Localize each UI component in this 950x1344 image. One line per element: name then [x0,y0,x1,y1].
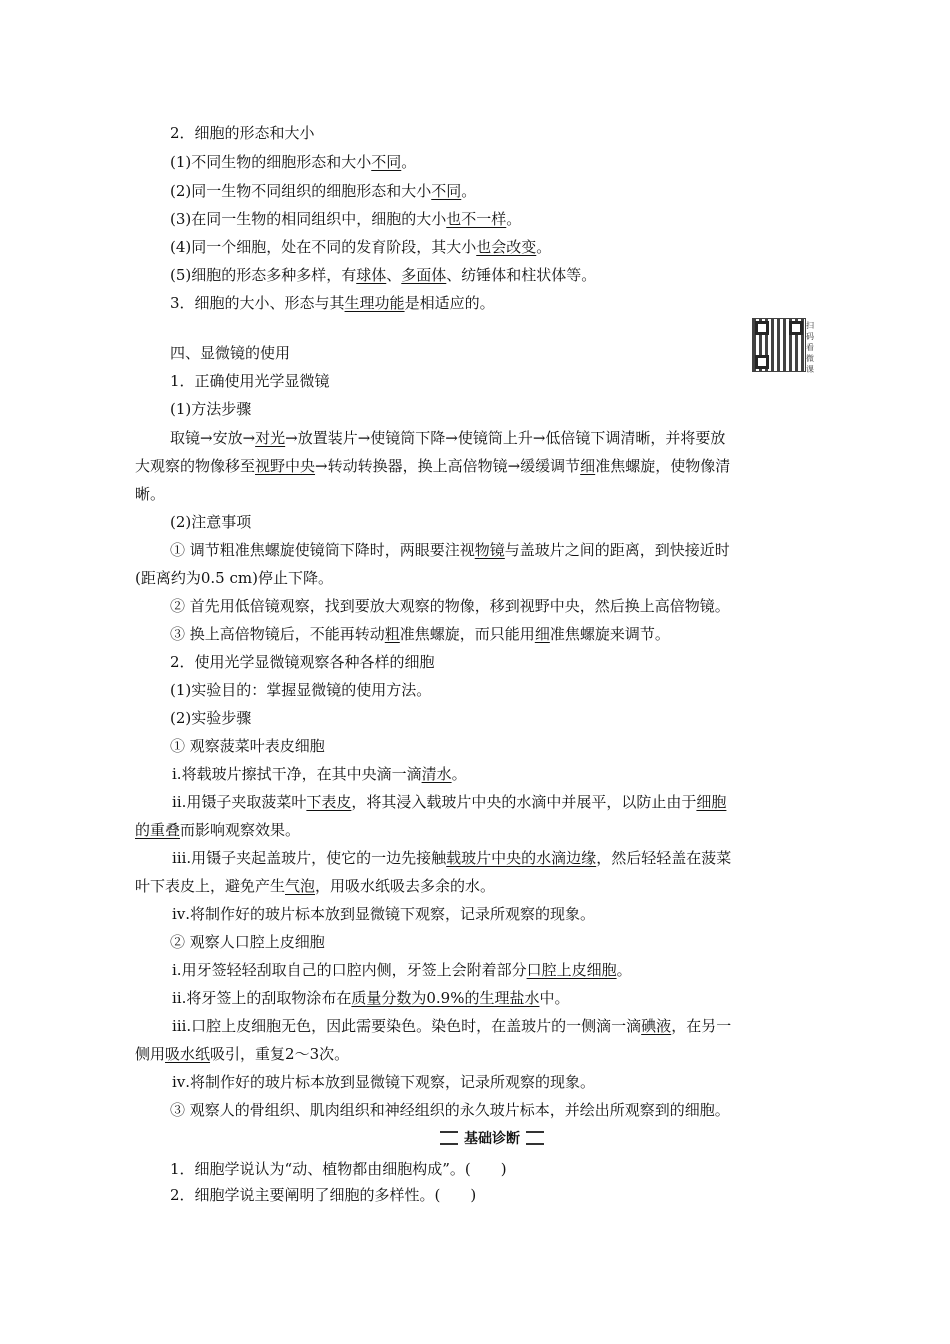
exp-2-step-iii-line-1: ⅲ.口腔上皮细胞无色，因此需要染色。染色时，在盖玻片的一侧滴一滴碘液，在另一 [172,1017,732,1035]
exp-1-step-iii-line-2: 叶下表皮上，避免产生气泡，用吸水纸吸去多余的水。 [135,877,496,895]
exp-1-step-i: ⅰ.将载玻片擦拭干净，在其中央滴一滴清水。 [172,765,467,783]
s2-item-1: (1)不同生物的细胞形态和大小不同。 [170,153,417,171]
s2-title: 2．细胞的形态和大小 [170,124,315,142]
exp-1-title: ① 观察菠菜叶表皮细胞 [170,737,325,755]
steps-line-3: 晰。 [135,485,166,503]
exp-2-step-ii: ⅱ.将牙签上的刮取物涂布在质量分数为0.9%的生理盐水中。 [172,989,570,1007]
section-4-1-2: (2)注意事项 [170,513,252,531]
note-1-line-1: ① 调节粗准焦螺旋使镜筒下降时，两眼要注视物镜与盖玻片之间的距离，到快接近时 [170,541,730,559]
exp-1-step-iii-line-1: ⅲ.用镊子夹起盖玻片，使它的一边先接触载玻片中央的水滴边缘，然后轻轻盖在菠菜 [172,849,732,867]
question-2: 2．细胞学说主要阐明了细胞的多样性。( ) [170,1186,477,1204]
note-1-line-2: (距离约为0.5 cm)停止下降。 [135,569,333,587]
s2-item-3: (3)在同一生物的相同组织中，细胞的大小也不一样。 [170,210,522,228]
s2-item-5: (5)细胞的形态多种多样，有球体、多面体、纺锤体和柱状体等。 [170,266,597,284]
question-1: 1．细胞学说认为“动、植物都由细胞构成”。( ) [170,1160,507,1178]
s3-line: 3．细胞的大小、形态与其生理功能是相适应的。 [170,294,495,312]
exp-2-step-iv: ⅳ.将制作好的玻片标本放到显微镜下观察，记录所观察的现象。 [172,1073,596,1091]
section-4-1: 1．正确使用光学显微镜 [170,372,330,390]
exp-3-title: ③ 观察人的骨组织、肌肉组织和神经组织的永久玻片标本，并绘出所观察到的细胞。 [170,1101,730,1119]
s2-item-4: (4)同一个细胞，处在不同的发育阶段，其大小也会改变。 [170,238,552,256]
steps-line-2: 大观察的物像移至视野中央→转动转换器，换上高倍物镜→缓缓调节细准焦螺旋，使物像清 [135,457,731,475]
note-2: ② 首先用低倍镜观察，找到要放大观察的物像，移到视野中央，然后换上高倍物镜。 [170,597,730,615]
section-4-2-1: (1)实验目的：掌握显微镜的使用方法。 [170,681,432,699]
exp-2-step-i: ⅰ.用牙签轻轻刮取自己的口腔内侧，牙签上会附着部分口腔上皮细胞。 [172,961,632,979]
section-4-title: 四、显微镜的使用 [170,344,291,362]
badge-label: 基础诊断 [458,1128,526,1148]
s2-item-2: (2)同一生物不同组织的细胞形态和大小不同。 [170,182,477,200]
exp-2-step-iii-line-2: 侧用吸水纸吸引，重复2～3次。 [135,1045,350,1063]
exp-1-step-ii-line-2: 的重叠而影响观察效果。 [135,821,301,839]
exp-1-step-ii-line-1: ⅱ.用镊子夹取菠菜叶下表皮，将其浸入载玻片中央的水滴中并展平，以防止由于细胞 [172,793,727,811]
section-4-1-1: (1)方法步骤 [170,400,252,418]
exp-1-step-iv: ⅳ.将制作好的玻片标本放到显微镜下观察，记录所观察的现象。 [172,905,596,923]
note-3: ③ 换上高倍物镜后，不能再转动粗准焦螺旋，而只能用细准焦螺旋来调节。 [170,625,670,643]
section-4-2-2: (2)实验步骤 [170,709,252,727]
section-badge [440,1128,544,1148]
section-4-2: 2．使用光学显微镜观察各种各样的细胞 [170,653,435,671]
steps-line-1: 取镜→安放→对光→放置装片→使镜筒下降→使镜筒上升→低倍镜下调清晰，并将要放 [170,429,726,447]
exp-2-title: ② 观察人口腔上皮细胞 [170,933,325,951]
qr-label: 扫码看微课 [806,321,814,374]
